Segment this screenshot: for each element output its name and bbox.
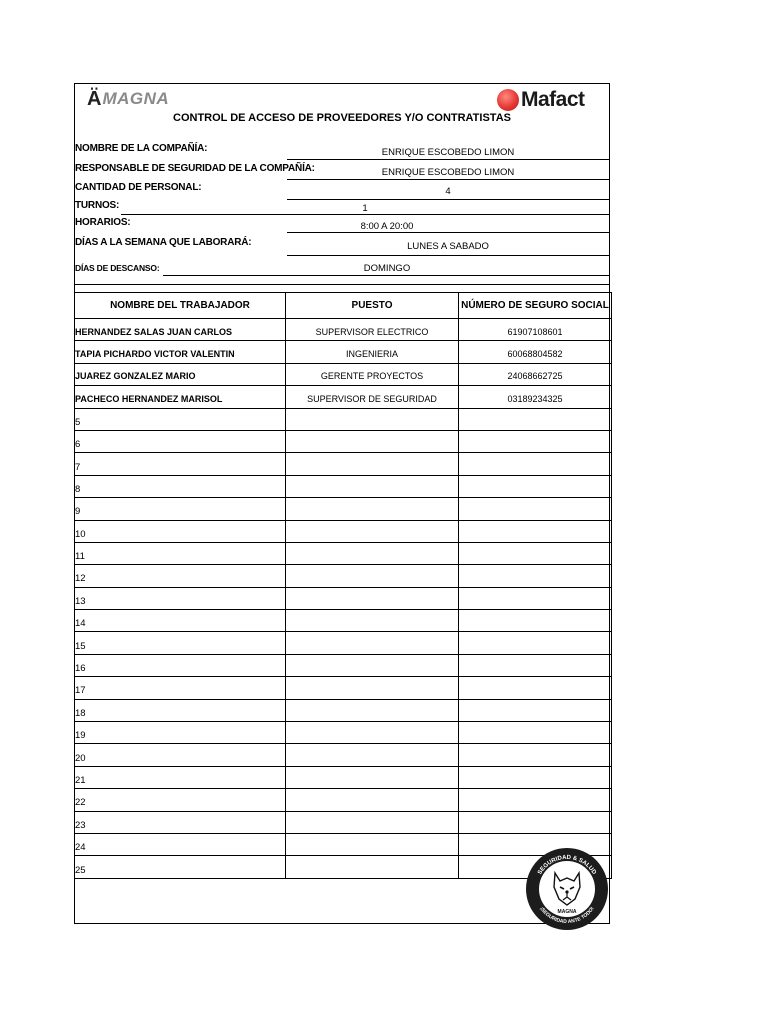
ssn-cell[interactable] — [459, 430, 612, 452]
worker-name-cell[interactable]: JUAREZ GONZALEZ MARIO — [75, 363, 286, 385]
position-cell[interactable] — [286, 453, 459, 475]
magna-logo-mark: Ä — [87, 88, 102, 110]
position-cell[interactable] — [286, 856, 459, 879]
position-cell[interactable] — [286, 744, 459, 766]
ssn-cell[interactable] — [459, 722, 612, 744]
position-cell[interactable] — [286, 632, 459, 654]
mafact-logo — [497, 88, 585, 112]
magna-logo-text: MAGNA — [102, 89, 170, 108]
field-label-workdays: DÍAS A LA SEMANA QUE LABORARÁ: — [75, 237, 252, 248]
row-number-cell[interactable]: 18 — [75, 699, 286, 721]
field-value-rest-days[interactable]: DOMINGO — [363, 263, 411, 274]
field-underline — [287, 159, 609, 160]
row-number-cell[interactable]: 8 — [75, 475, 286, 497]
ssn-cell[interactable] — [459, 520, 612, 542]
row-number-cell[interactable]: 17 — [75, 677, 286, 699]
ssn-cell[interactable] — [459, 766, 612, 788]
table-row — [75, 766, 612, 788]
position-cell[interactable] — [286, 520, 459, 542]
position-cell[interactable]: SUPERVISOR DE SEGURIDAD — [286, 386, 459, 408]
table-row — [75, 542, 612, 564]
column-header-position: PUESTO — [286, 293, 459, 319]
position-cell[interactable] — [286, 677, 459, 699]
row-number-cell[interactable]: 5 — [75, 408, 286, 430]
mafact-logo-text: Mafact — [521, 88, 585, 111]
ssn-cell[interactable]: 60068804582 — [459, 341, 612, 363]
row-number-cell[interactable]: 10 — [75, 520, 286, 542]
position-cell[interactable]: SUPERVISOR ELECTRICO — [286, 319, 459, 341]
row-number-cell[interactable]: 19 — [75, 722, 286, 744]
worker-name-cell[interactable]: TAPIA PICHARDO VICTOR VALENTIN — [75, 341, 286, 363]
table-header-row — [75, 293, 612, 319]
table-row — [75, 341, 612, 363]
table-row — [75, 453, 612, 475]
row-number-cell[interactable]: 16 — [75, 654, 286, 676]
ssn-cell[interactable] — [459, 408, 612, 430]
position-cell[interactable] — [286, 475, 459, 497]
position-cell[interactable] — [286, 654, 459, 676]
field-label-shifts: TURNOS: — [75, 200, 120, 211]
table-row — [75, 811, 612, 833]
ssn-cell[interactable] — [459, 744, 612, 766]
position-cell[interactable] — [286, 542, 459, 564]
table-row — [75, 587, 612, 609]
ssn-cell[interactable] — [459, 542, 612, 564]
position-cell[interactable] — [286, 498, 459, 520]
field-underline — [287, 255, 609, 256]
field-label-company: NOMBRE DE LA COMPAÑÍA: — [75, 143, 208, 154]
worker-name-cell[interactable]: PACHECO HERNANDEZ MARISOL — [75, 386, 286, 408]
position-cell[interactable] — [286, 722, 459, 744]
position-cell[interactable] — [286, 766, 459, 788]
table-row — [75, 677, 612, 699]
table-row — [75, 722, 612, 744]
table-row — [75, 654, 612, 676]
table-row — [75, 565, 612, 587]
row-number-cell[interactable]: 15 — [75, 632, 286, 654]
section-divider — [75, 284, 609, 285]
row-number-cell[interactable]: 7 — [75, 453, 286, 475]
position-cell[interactable] — [286, 587, 459, 609]
table-row — [75, 744, 612, 766]
table-row — [75, 430, 612, 452]
position-cell[interactable]: GERENTE PROYECTOS — [286, 363, 459, 385]
seal-bottom-text: ¡SEGURIDAD ANTE TODO! — [538, 905, 596, 926]
ssn-cell[interactable] — [459, 498, 612, 520]
field-label-safety-manager: RESPONSABLE DE SEGURIDAD DE LA COMPAÑÍA: — [75, 163, 315, 174]
row-number-cell[interactable]: 9 — [75, 498, 286, 520]
field-underline — [163, 275, 609, 276]
row-number-cell[interactable]: 13 — [75, 587, 286, 609]
row-number-cell[interactable]: 24 — [75, 833, 286, 855]
access-control-form — [74, 83, 610, 924]
row-number-cell[interactable]: 23 — [75, 811, 286, 833]
safety-seal-icon — [525, 847, 609, 931]
field-underline — [287, 199, 609, 200]
ssn-cell[interactable] — [459, 699, 612, 721]
column-header-social-security: NÚMERO DE SEGURO SOCIAL — [459, 293, 612, 319]
magna-logo — [87, 89, 169, 109]
field-value-shifts[interactable]: 1 — [362, 203, 368, 214]
table-row — [75, 386, 612, 408]
table-row — [75, 408, 612, 430]
position-cell[interactable] — [286, 408, 459, 430]
ssn-cell[interactable] — [459, 811, 612, 833]
ssn-cell[interactable]: 03189234325 — [459, 386, 612, 408]
position-cell[interactable] — [286, 699, 459, 721]
document-title: CONTROL DE ACCESO DE PROVEEDORES Y/O CONTRATISTAS — [173, 112, 511, 124]
ssn-cell[interactable] — [459, 587, 612, 609]
position-cell[interactable] — [286, 430, 459, 452]
worker-name-cell[interactable]: HERNANDEZ SALAS JUAN CARLOS — [75, 319, 286, 341]
column-header-worker-name: NOMBRE DEL TRABAJADOR — [75, 293, 286, 319]
ssn-cell[interactable] — [459, 565, 612, 587]
table-row — [75, 632, 612, 654]
field-value-company[interactable]: ENRIQUE ESCOBEDO LIMON — [381, 147, 515, 158]
row-number-cell[interactable]: 6 — [75, 430, 286, 452]
table-row — [75, 363, 612, 385]
ssn-cell[interactable] — [459, 654, 612, 676]
position-cell[interactable] — [286, 811, 459, 833]
ssn-cell[interactable] — [459, 475, 612, 497]
field-value-staff-count[interactable]: 4 — [445, 186, 451, 197]
ssn-cell[interactable]: 24068662725 — [459, 363, 612, 385]
ssn-cell[interactable] — [459, 677, 612, 699]
field-label-rest-days: DÍAS DE DESCANSO: — [75, 263, 160, 273]
row-number-cell[interactable]: 14 — [75, 610, 286, 632]
row-number-cell[interactable]: 21 — [75, 766, 286, 788]
table-row — [75, 789, 612, 811]
field-value-schedule[interactable]: 8:00 A 20:00 — [360, 221, 414, 232]
field-label-staff-count: CANTIDAD DE PERSONAL: — [75, 182, 202, 193]
mafact-logo-dot-icon — [497, 89, 519, 111]
position-cell[interactable]: INGENIERIA — [286, 341, 459, 363]
row-number-cell[interactable]: 22 — [75, 789, 286, 811]
seal-top-text: SEGURIDAD & SALUD — [537, 854, 597, 876]
field-label-schedule: HORARIOS: — [75, 217, 131, 228]
seal-center-text: MAGNA — [557, 909, 577, 915]
table-row — [75, 520, 612, 542]
ssn-cell[interactable] — [459, 453, 612, 475]
workers-table — [74, 292, 612, 879]
position-cell[interactable] — [286, 789, 459, 811]
position-cell[interactable] — [286, 833, 459, 855]
row-number-cell[interactable]: 11 — [75, 542, 286, 564]
field-underline — [287, 179, 609, 180]
position-cell[interactable] — [286, 565, 459, 587]
field-value-safety-manager[interactable]: ENRIQUE ESCOBEDO LIMON — [381, 167, 515, 178]
ssn-cell[interactable] — [459, 632, 612, 654]
ssn-cell[interactable] — [459, 789, 612, 811]
row-number-cell[interactable]: 20 — [75, 744, 286, 766]
ssn-cell[interactable]: 61907108601 — [459, 319, 612, 341]
ssn-cell[interactable] — [459, 610, 612, 632]
table-row — [75, 319, 612, 341]
field-underline — [287, 232, 609, 233]
row-number-cell[interactable]: 25 — [75, 856, 286, 879]
position-cell[interactable] — [286, 610, 459, 632]
table-row — [75, 475, 612, 497]
table-row — [75, 699, 612, 721]
table-row — [75, 498, 612, 520]
table-row — [75, 610, 612, 632]
field-underline — [121, 214, 609, 215]
field-value-workdays[interactable]: LUNES A SABADO — [407, 241, 489, 252]
row-number-cell[interactable]: 12 — [75, 565, 286, 587]
